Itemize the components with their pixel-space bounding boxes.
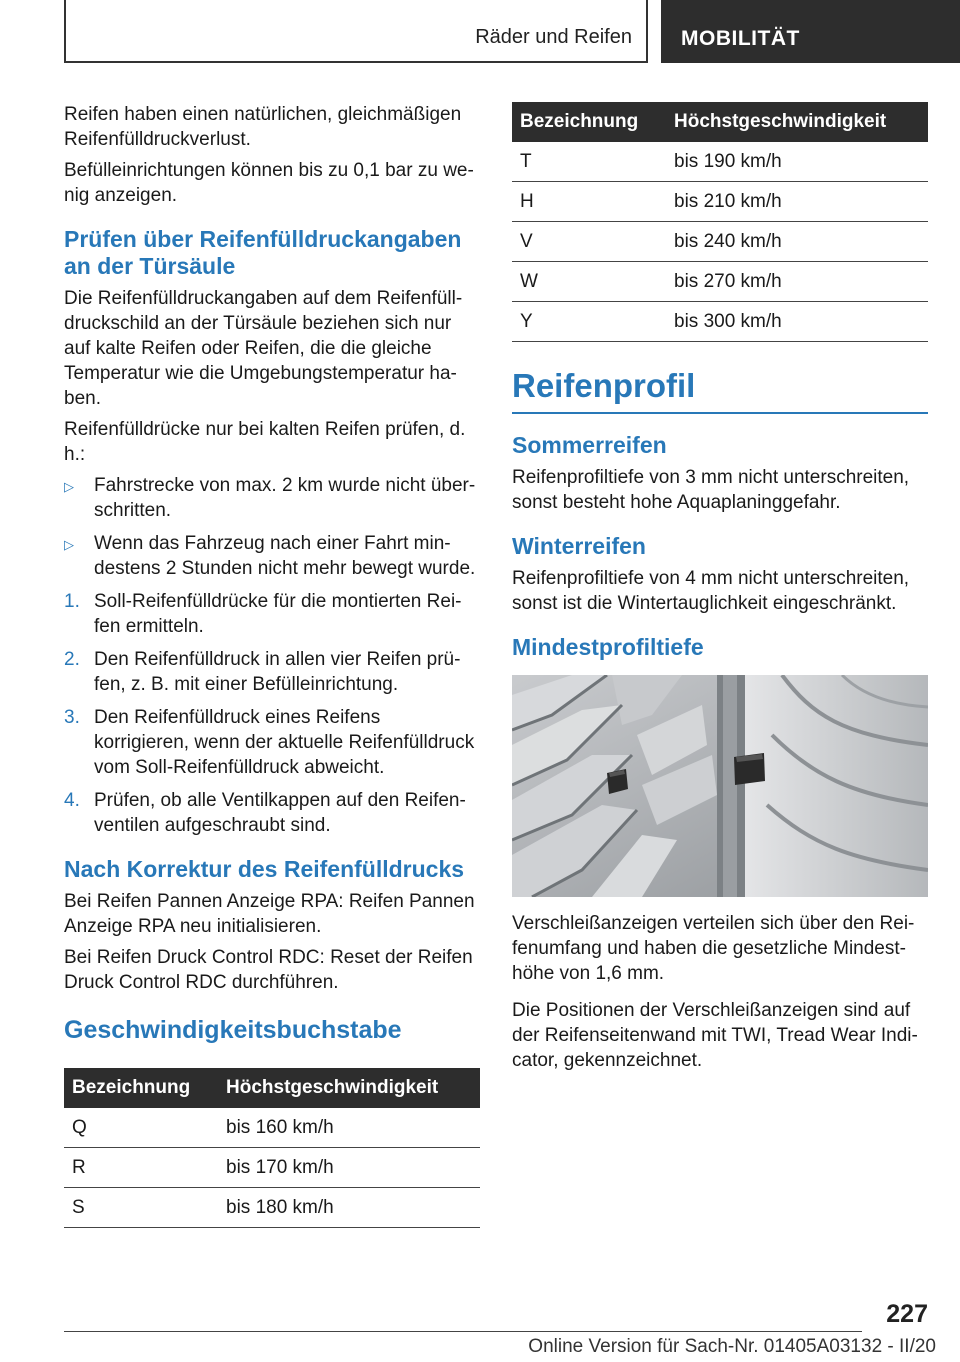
table-row: W bis 270 km/h (512, 262, 928, 302)
chapter-title: MOBILITÄT (681, 27, 800, 50)
table-row: T bis 190 km/h (512, 142, 928, 182)
table-row: Q bis 160 km/h (64, 1108, 480, 1148)
step-number: 2. (64, 649, 80, 670)
after-paragraph-2: Bei Reifen Druck Control RDC: Reset der Reifen Druck Control RDC durchführen. (64, 947, 473, 993)
column-header-max-speed: Höchstgeschwindigkeit (218, 1068, 480, 1108)
list-item: ▷ Wenn das Fahrzeug nach einer Fahrt min‐destens 2 Stunden nicht mehr bewegt wurde. (64, 533, 476, 579)
tire-tread-illustration (512, 675, 928, 897)
section-title: Räder und Reifen (475, 26, 632, 48)
left-column (64, 102, 480, 1228)
speed-table-left (64, 1068, 480, 1228)
step-number: 3. (64, 707, 80, 728)
triangle-bullet-icon: ▷ (64, 537, 74, 552)
min-paragraph-2: Die Positionen der Verschleißanzeigen sind auf der Reifenseitenwand mit TWI, Tread Wear Indi‐cator, gekennzeichnet. (512, 1000, 918, 1071)
heading-summer-tires: Sommerreifen (512, 432, 667, 458)
after-paragraph-1: Bei Reifen Pannen Anzeige RPA: Reifen Pannen Anzeige RPA neu initialisieren. (64, 891, 475, 937)
header-section-box (64, 0, 648, 63)
heading-winter-tires: Winterreifen (512, 533, 646, 559)
table-row: R bis 170 km/h (64, 1148, 480, 1188)
winter-paragraph: Reifenprofiltiefe von 4 mm nicht unterschreiten, sonst ist die Wintertauglichkeit eingeschränkt. (512, 568, 910, 614)
heading-speed-letter: Geschwindigkeitsbuchstabe (64, 1016, 402, 1044)
min-paragraph-1: Verschleißanzeigen verteilen sich über den Rei‐fenumfang und haben die gesetzliche Mindest‐höhe von 1,6 mm. (512, 913, 915, 984)
condition-list (64, 473, 480, 581)
footer-divider (64, 1331, 862, 1332)
column-header-designation: Bezeichnung (512, 102, 666, 142)
column-header-max-speed: Höchstgeschwindigkeit (666, 102, 928, 142)
check-paragraph-1: Die Reifenfülldruckangaben auf dem Reifenfüll‐druckschild an der Türsäule beziehen sich nur auf kalte Reifen oder Reifen, die die gleiche Temperatur wie die Umgebungstemperatur ha‐ben. (64, 288, 463, 409)
heading-after-correction: Nach Korrektur des Reifenfülldrucks (64, 856, 465, 882)
table-row: Y bis 300 km/h (512, 302, 928, 342)
page-number: 227 (886, 1300, 928, 1328)
heading-min-tread-depth: Mindestprofiltiefe (512, 634, 704, 660)
header-chapter-box (661, 0, 960, 63)
check-paragraph-2: Reifenfülldrücke nur bei kalten Reifen prüfen, d. h.: (64, 419, 466, 465)
triangle-bullet-icon: ▷ (64, 479, 74, 494)
table-row: S bis 180 km/h (64, 1188, 480, 1228)
table-row: H bis 210 km/h (512, 182, 928, 222)
table-row: V bis 240 km/h (512, 222, 928, 262)
list-item: 3. Den Reifenfülldruck eines Reifens korrigieren, wenn der aktuelle Reifenfülldruck vom Soll-Reifenfülldruck abweicht. (64, 707, 475, 778)
footer-online-version: Online Version für Sach-Nr. 01405A03132 - II/20 (528, 1336, 936, 1357)
heading-tread-profile: Reifenprofil (512, 364, 928, 414)
list-item: ▷ Fahrstrecke von max. 2 km wurde nicht über‐schritten. (64, 475, 476, 521)
summer-paragraph: Reifenprofiltiefe von 3 mm nicht unterschreiten, sonst besteht hohe Aquaplaninggefahr. (512, 467, 910, 513)
list-item: 1. Soll-Reifenfülldrücke für die montierten Rei‐fen ermitteln. (64, 591, 462, 637)
intro-paragraph-2: Befülleinrichtungen können bis zu 0,1 bar zu we‐nig anzeigen. (64, 160, 474, 206)
table-header-row (512, 102, 928, 142)
table-header-row (64, 1068, 480, 1108)
step-number: 4. (64, 790, 80, 811)
column-header-designation: Bezeichnung (64, 1068, 218, 1108)
speed-table-right (512, 102, 928, 342)
intro-paragraph-1: Reifen haben einen natürlichen, gleichmäßigen Reifenfülldruckverlust. (64, 104, 462, 150)
list-item: 4. Prüfen, ob alle Ventilkappen auf den Reifen‐ventilen aufgeschraubt sind. (64, 790, 466, 836)
list-item: 2. Den Reifenfülldruck in allen vier Reifen prü‐fen, z. B. mit einer Befülleinrichtung. (64, 649, 461, 695)
step-number: 1. (64, 591, 80, 612)
heading-check-door-pillar: Prüfen über Reifenfülldruckangaben an der Türsäule (64, 226, 462, 279)
steps-list (64, 589, 480, 838)
right-column (512, 102, 928, 1079)
